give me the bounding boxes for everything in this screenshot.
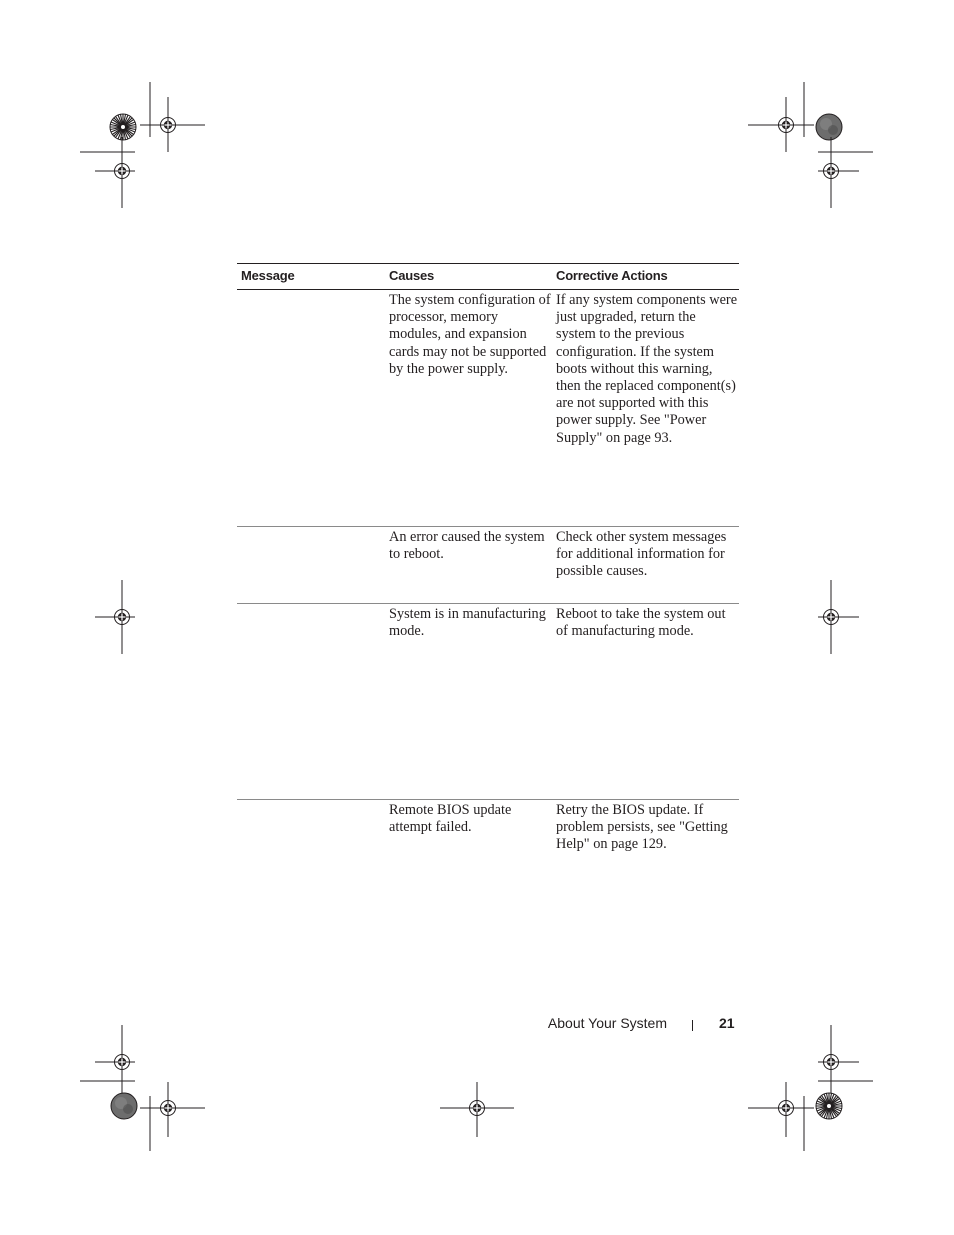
footer-section-title: About Your System xyxy=(547,1015,667,1031)
action-cell: Reboot to take the system out of manufacturing mode. xyxy=(556,606,726,640)
table-header xyxy=(237,264,739,290)
page-number: 21 xyxy=(719,1015,735,1031)
table-row xyxy=(237,290,739,527)
cause-cell: The system configuration of processor, memory modules, and expansion cards may not be supported by the power supply. xyxy=(389,292,551,377)
header-message: Message xyxy=(241,268,295,283)
action-cell: Check other system messages for additional information for possible causes. xyxy=(556,529,727,580)
header-corrective-actions: Corrective Actions xyxy=(556,268,668,283)
table-row xyxy=(237,527,739,604)
table-row xyxy=(237,604,739,800)
action-cell: Retry the BIOS update. If problem persists, see "Getting Help" on page 129. xyxy=(556,802,728,853)
system-messages-table xyxy=(237,263,739,870)
header-causes: Causes xyxy=(389,268,435,283)
footer-divider xyxy=(692,1020,693,1031)
cause-cell: System is in manufacturing mode. xyxy=(389,606,546,640)
cause-cell: An error caused the system to reboot. xyxy=(389,529,545,563)
table-row xyxy=(237,800,739,870)
cause-cell: Remote BIOS update attempt failed. xyxy=(389,802,512,836)
action-cell: If any system components were just upgraded, return the system to the previous configuration. If the system boots without this warning, then the replaced component(s) are not supported with this power supply. See "Power Supply" on page 93. xyxy=(556,292,738,446)
